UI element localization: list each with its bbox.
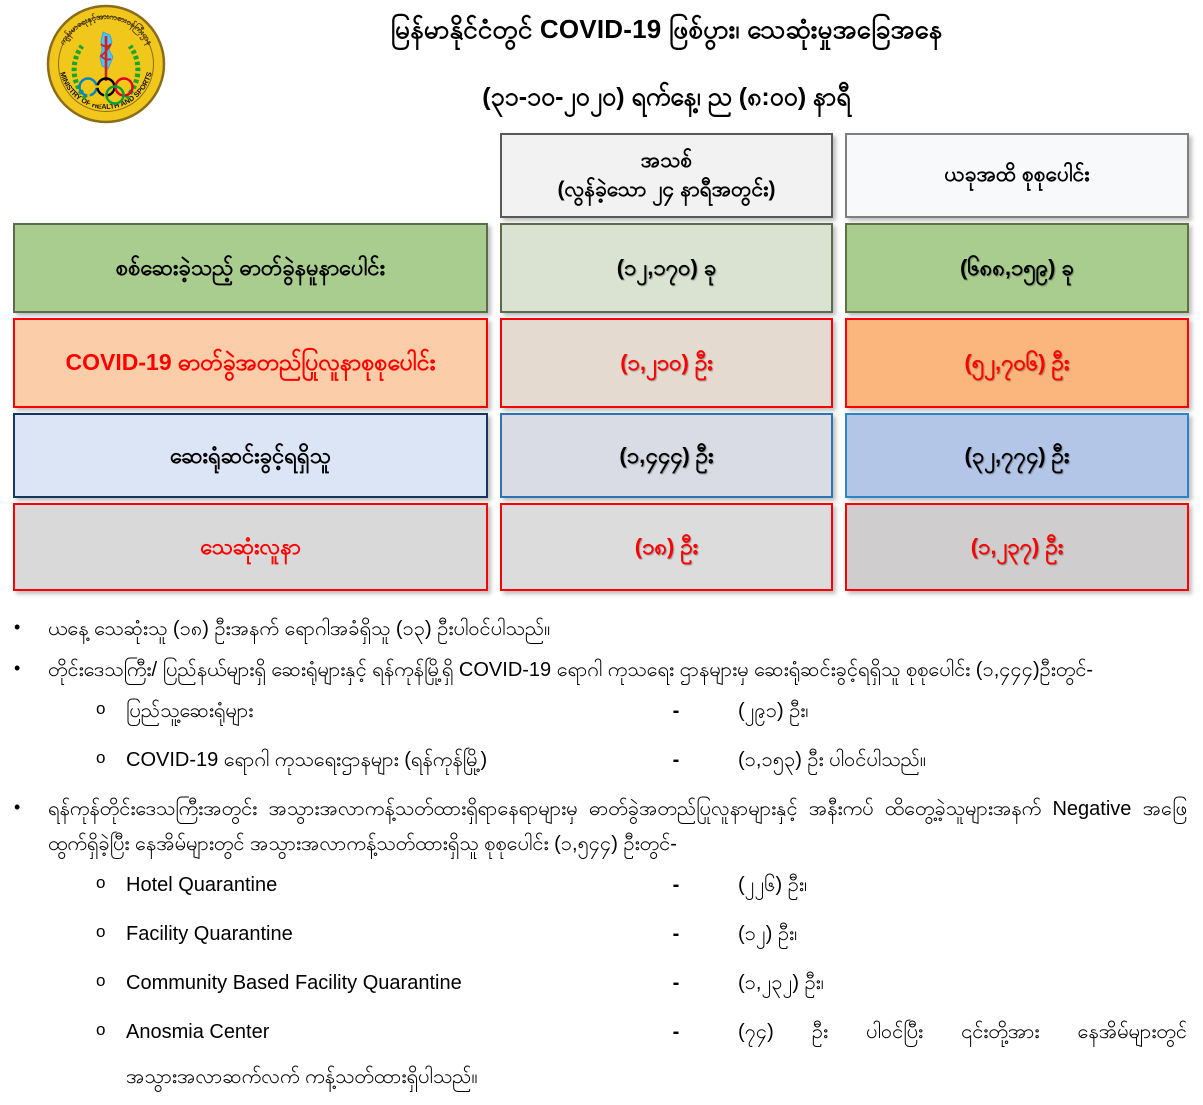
note-quarantine-breakdown	[14, 792, 1187, 862]
sub-item-label: Hotel Quarantine	[126, 874, 278, 896]
circle-bullet-icon: o	[96, 922, 106, 941]
report-title-block	[170, 12, 1163, 118]
row-deaths-new-value: (၁၈) ဦး	[500, 503, 833, 591]
note-discharged-breakdown	[14, 653, 1187, 688]
dash-separator: -	[672, 972, 680, 994]
bullet-icon: •	[14, 797, 21, 817]
column-header-new-line2: (လွန်ခဲ့သော ၂၄ နာရီအတွင်း)	[557, 177, 776, 201]
dash-separator: -	[672, 874, 680, 896]
sub-item-public-hospitals	[96, 694, 1187, 729]
note-quarantine-text: ရန်ကုန်တိုင်းဒေသကြီးအတွင်း အသွားအလာကန့်သတ်ထားရှိရာနေရာများမှ ဓာတ်ခွဲအတည်ပြုလူနာများနှင့် အနီးကပ် ထိတွေ့ခဲ့သူများအနက် Negative အဖြေထွက်ရှိခဲ့ပြီး နေအိမ်များတွင် အသွားအလာကန့်သတ်ထားရှိသူ စုစုပေါင်း (၁,၅၄၄) ဦးတွင်-	[48, 798, 1187, 855]
sub-item-label: Community Based Facility Quarantine	[126, 972, 462, 994]
row-confirmed-cases-total-value: (၅၂,၇၀၆) ဦး	[845, 318, 1189, 408]
row-deaths-label: သေဆုံးလူနာ	[13, 503, 488, 591]
sub-item-value: (၂၉၁) ဦး၊	[738, 700, 809, 722]
notes-section	[14, 612, 1187, 1103]
sub-item-value: (၇၄) ဦး ပါဝင်ပြီး ၎င်းတို့အား နေအိမ်များတွင်	[738, 1021, 1187, 1043]
row-discharged-label: ဆေးရုံဆင်းခွင့်ရရှိသူ	[13, 413, 488, 498]
sub-item-covid-treatment-centers	[96, 743, 1187, 778]
report-date-time: (၃၁-၁၀-၂၀၂၀) ရက်နေ့၊ ည (၈:၀၀) နာရီ	[482, 83, 851, 111]
row-deaths-total-value: (၁,၂၃၇) ဦး	[845, 503, 1189, 591]
sub-item-label: Anosmia Center	[126, 1021, 270, 1043]
row-confirmed-cases-new-value: (၁,၂၁၀) ဦး	[500, 318, 833, 408]
sub-item-anosmia-center	[96, 1015, 1187, 1050]
logo-top-curved-text: ကျန်းမာရေးနှင့်အားကစားဝန်ကြီးဌာန	[57, 11, 155, 47]
report-title: မြန်မာနိုင်ငံတွင် COVID-19 ဖြစ်ပွား၊ သေဆုံးမှုအခြေအနေ	[390, 14, 943, 44]
bullet-icon: •	[14, 658, 21, 678]
circle-bullet-icon: o	[96, 699, 106, 718]
dash-separator: -	[672, 749, 680, 771]
circle-bullet-icon: o	[96, 873, 106, 892]
row-discharged-total-value: (၃၂,၇၇၄) ဦး	[845, 413, 1189, 498]
sub-item-value: (၁,၁၅၃) ဦး ပါဝင်ပါသည်။	[738, 749, 926, 771]
row-confirmed-cases-label: COVID-19 ဓာတ်ခွဲအတည်ပြုလူနာစုစုပေါင်း	[13, 318, 488, 408]
note-discharged-text: တိုင်းဒေသကြီး/ ပြည်နယ်များရှိ ဆေးရုံများနှင့် ရန်ကုန်မြို့ရှိ COVID-19 ရောဂါ ကုသရေး ဌာနများမှ ဆေးရုံဆင်းခွင့်ရရှိသူ စုစုပေါင်း (၁,၄၄၄)ဦးတွင်-	[48, 659, 1094, 681]
sub-item-label: Facility Quarantine	[126, 923, 293, 945]
sub-item-label: ပြည်သူ့ဆေးရုံများ	[126, 700, 254, 722]
ministry-of-health-and-sports-logo	[46, 4, 166, 124]
row-samples-tested-new-value: (၁၂,၁၇၀) ခု	[500, 223, 833, 313]
row-samples-tested-total-value: (၆၈၈,၁၅၉) ခု	[845, 223, 1189, 313]
column-header-new-line1: အသစ်	[640, 149, 693, 173]
sub-item-value: (၁၂) ဦး၊	[738, 923, 798, 945]
sub-item-facility-quarantine	[96, 917, 1187, 952]
sub-item-label: COVID-19 ရောဂါ ကုသရေးဌာနများ (ရန်ကုန်မြို့)	[126, 749, 488, 771]
note-deaths-text: ယနေ့ သေဆုံးသူ (၁၈) ဦးအနက် ရောဂါအခံရှိသူ (၁၃) ဦးပါဝင်ပါသည်။	[48, 618, 551, 640]
circle-bullet-icon: o	[96, 748, 106, 767]
anosmia-continuation-text: အသွားအလာဆက်လက် ကန့်သတ်ထားရှိပါသည်။	[126, 1066, 478, 1088]
dash-separator: -	[672, 700, 680, 722]
note-deaths-underlying-conditions	[14, 612, 1187, 647]
sub-item-value: (၂၂၆) ဦး၊	[738, 874, 808, 896]
column-header-total: ယခုအထိ စုစုပေါင်း	[845, 133, 1189, 218]
dash-separator: -	[672, 923, 680, 945]
column-header-new	[500, 133, 833, 218]
sub-item-community-based-facility-quarantine	[96, 966, 1187, 1001]
circle-bullet-icon: o	[96, 971, 106, 990]
bullet-icon: •	[14, 617, 21, 637]
sub-item-hotel-quarantine	[96, 868, 1187, 903]
dash-separator: -	[672, 1021, 680, 1043]
table-corner-spacer	[13, 133, 488, 218]
row-discharged-new-value: (၁,၄၄၄) ဦး	[500, 413, 833, 498]
circle-bullet-icon: o	[96, 1020, 106, 1039]
sub-item-value: (၁,၂၃၂) ဦး၊	[738, 972, 824, 994]
covid-statistics-table	[13, 133, 1189, 591]
logo-bottom-curved-text: MINISTRY OF HEALTH AND SPORTS	[58, 70, 154, 112]
row-samples-tested-label: စစ်ဆေးခဲ့သည့် ဓာတ်ခွဲနမူနာပေါင်း	[13, 223, 488, 313]
